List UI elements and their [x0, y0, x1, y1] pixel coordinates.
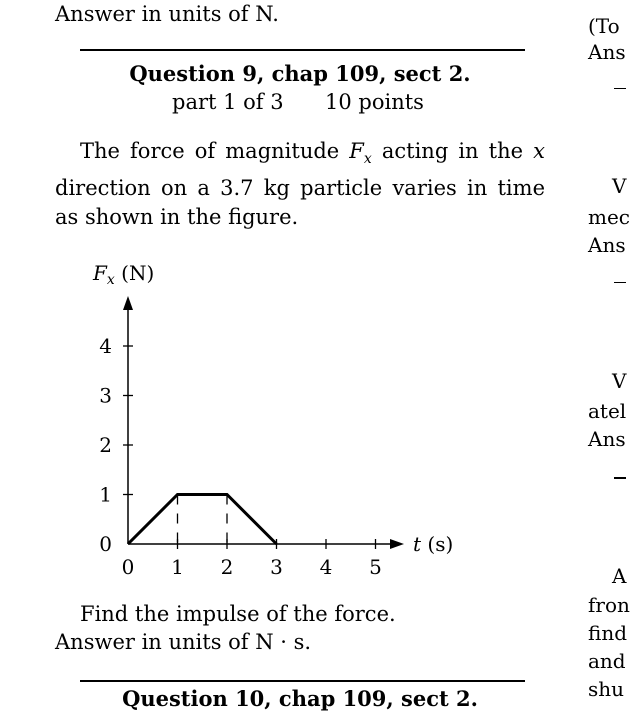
right-col-line: V [612, 174, 627, 198]
x-tick-label: 2 [220, 555, 234, 579]
right-col-line: fron [588, 593, 630, 617]
right-col-line: Ans [588, 427, 626, 451]
force-series-line [128, 495, 277, 545]
previous-answer-units: Answer in units of N. [55, 2, 279, 26]
x-tick-label: 0 [121, 555, 135, 579]
x-tick-label: 4 [319, 555, 333, 579]
right-col-line: atel [588, 399, 627, 423]
question-separator [80, 49, 525, 51]
next-question-separator [80, 680, 525, 682]
y-tick-label: 1 [99, 482, 112, 507]
y-axis-label: $F_x$ (N) [93, 261, 155, 288]
y-tick-label: 0 [99, 532, 112, 556]
right-col-line: V [612, 369, 627, 393]
right-col-dash [614, 282, 626, 283]
right-col-line: mec [588, 205, 630, 229]
right-col-dash [614, 477, 626, 479]
right-col-line: (To [588, 14, 620, 38]
y-axis-arrowhead [123, 296, 133, 310]
answer-units: Answer in units of N · s. [55, 630, 312, 654]
y-tick-label: 3 [99, 383, 112, 408]
right-col-line: find [588, 621, 628, 645]
question-part: part 1 of 3 [172, 90, 284, 114]
right-col-dash [614, 88, 626, 89]
question-body: The force of magnitude $F_x$ acting in the x direction on a 3.7 kg particle varies in time as shown in the figure. [55, 139, 545, 230]
right-col-line: Ans [588, 40, 626, 64]
x-tick-label: 3 [270, 555, 283, 579]
question-points: 10 points [325, 90, 424, 114]
force-time-chart [60, 250, 480, 590]
right-col-line: Ans [588, 233, 626, 257]
question-heading: Question 9, chap 109, sect 2. [129, 61, 471, 86]
right-col-line: and [588, 649, 626, 673]
right-col-line: A [612, 564, 627, 588]
x-axis-label: t (s) [413, 532, 454, 556]
x-tick-label: 1 [171, 555, 184, 579]
right-col-line: shu [588, 677, 625, 701]
y-tick-label: 2 [99, 433, 112, 457]
x-axis-arrowhead [390, 539, 404, 549]
question-prompt: Find the impulse of the force. [80, 602, 396, 626]
y-tick-label: 4 [99, 334, 112, 358]
next-question-heading: Question 10, chap 109, sect 2. [122, 686, 478, 711]
x-tick-label: 5 [369, 555, 382, 579]
